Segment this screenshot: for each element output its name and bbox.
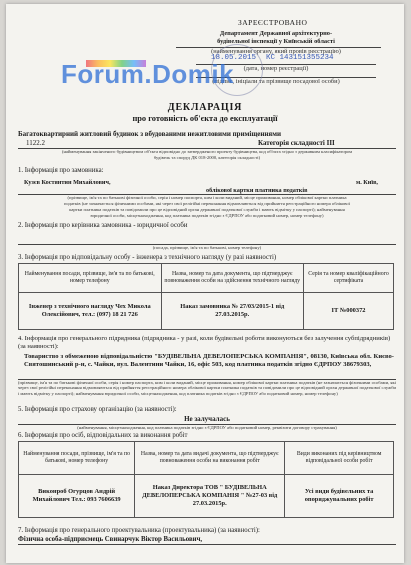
insurance-value: Не залучалась	[184, 415, 230, 423]
section-6-header: 6. Інформація про осіб, відповідальних за виконання робіт	[18, 432, 188, 439]
customer-city: м. Київ,	[356, 179, 378, 186]
section-3-header: 3. Інформація про відповідальну особу - інженера з технічного нагляду (у разі наявності)	[18, 254, 277, 261]
table-cell: ІТ №000372	[304, 293, 394, 330]
stamp-department-line1: Департамент Державної архітектурно-	[219, 30, 333, 37]
customer-taxcard: облікової картки платника податків	[206, 187, 308, 194]
stamp-reg-number: КС 143151355234	[266, 54, 334, 62]
customer-name: Кузєв Костянтин Михайлович,	[24, 179, 111, 186]
contractor-info: Товариство з обмеженою відповідальністю "БУДІВЕЛЬНА ДЕВЕЛОПЕРСЬКА КОМПАНІЯ", 08130, Київська обл. Києво-Святошинський р-н, с. Чайки, вул. Валентини Чайки, 16, офіс 503, код платника податків згідно ЄДРПОУ 38679303,	[24, 353, 394, 368]
forum-watermark: Forum.Domik	[61, 59, 235, 89]
section-1-header: 1. Інформація про замовника:	[18, 167, 104, 174]
object-caption-2: будівель та споруд ДК 018-2000, категорія складності)	[153, 155, 261, 160]
registered-label: ЗАРЕЄСТРОВАНО	[238, 18, 308, 27]
customer-caption-4: юридичної особи, місцезнаходження, код платника податків згідно з ЄДРПОУ або податковий номер, номер телефону)	[90, 213, 324, 218]
section-5-caption: (найменування, місцезнаходження, код платника податків згідно з ЄДРПОУ або податковий номер, реквізити договору страхування)	[77, 425, 337, 430]
object-code: 1122.2	[26, 139, 45, 147]
stamp-reg-caption: (дата, номер реєстрації)	[243, 65, 309, 72]
table-row	[19, 475, 394, 518]
table-cell: Наказ Директора ТОВ " БУДІВЕЛЬНА ДЕВЕЛОПЕРСЬКА КОМПАНІЯ " №27-03 від 27.03.2015р.	[135, 475, 285, 518]
responsible-persons-table	[18, 441, 394, 518]
table-cell: Наказ замовника № 27/03/2015-1 від 27.03.2015р.	[161, 293, 304, 330]
designer-info: Фізична особа-підприємець Свинарчук Віктор Васильович,	[18, 536, 203, 543]
customer-caption-2: податків (не зазначається фізичними особами, які через свої релігійні переконання відмовляються від прийняття реєстраційного номера облікової	[64, 201, 350, 206]
section-4-caption: (прізвище, ім'я та по батькові фізичної особи, серія і номер паспорта, ким і коли виданий, місце проживання, номер облікової картки платника податків (не зазначається фізичними особами, які через свої релігійні переконання відмовляються від прийняття реєстраційного номера облікової картки платника податків та повідомили про це відповідний орган державної податкової служби і мають відмітку у паспорті); найменування юридичної особи, місцезнаходження, код платника податків згідно з ЄДРПОУ або податковий номер, номер телефону)	[18, 380, 396, 396]
declaration-subtitle: про готовність об'єкта до експлуатації	[132, 114, 278, 123]
table-header-cell: Найменування посади, прізвище, ім'я та по батькові, номер телефону	[19, 442, 135, 475]
section-7-underline	[18, 544, 396, 545]
customer-caption-1: (прізвище, ім'я та по батькові фізичної особи, серія і номер паспорта, ким і коли виданий, місце проживання, номер облікової картки платника	[67, 195, 347, 200]
section-2-header: 2. Інформація про керівника замовника - юридичної особи	[18, 222, 188, 229]
object-caption-1: (найменування закінченого будівництвом об'єкта відповідно до затвердженого проекту будівництва, код об'єкта згідно з державним класифікатором	[61, 149, 353, 154]
section-4-header: 4. Інформація про генерального підрядника (підрядника - у разі, коли будівельні роботи виконуються без залучення субпідрядників) (за наявності):	[18, 335, 391, 350]
table-cell: Усі види будівельних та опоряджувальних робіт	[285, 475, 394, 518]
declaration-page	[6, 4, 404, 563]
table-header-cell: Назва, номер та дата видачі документа, що підтверджує повноваження особи на виконання робіт	[135, 442, 285, 475]
table-header-cell: Назва, номер та дата документа, що підтверджує повноваження особи на здійснення технічного нагляду	[161, 264, 304, 293]
table-header-cell: Найменування посади, прізвище, ім'я та по батькові, номер телефону	[19, 264, 162, 293]
stamp-department-line2: будівельної інспекції у Київській області	[217, 38, 335, 45]
customer-caption-3: картки платника податків та повідомили про це відповідний орган державної податкової служби і мають відмітку у паспорті); найменування	[69, 207, 345, 212]
table-header-row	[19, 264, 394, 293]
declaration-title: ДЕКЛАРАЦІЯ	[167, 102, 243, 113]
stamp-reg-date: 18.05.2015	[211, 54, 257, 62]
table-header-cell: Серія та номер кваліфікаційного сертифіката	[304, 264, 394, 293]
section-7-header: 7. Інформація про генерального проектувальника (проектувальника) (за наявності):	[18, 527, 260, 534]
object-name: Багатоквартирний житловий будинок з вбудованими нежитловими приміщеннями	[18, 130, 281, 138]
stamp-signature-caption: (підпис, ініціали та прізвище посадової особи)	[212, 78, 340, 85]
object-complexity: Категорія складності III	[258, 139, 335, 147]
section-5-header: 5. Інформація про страхову організацію (за наявності):	[18, 406, 177, 413]
table-cell: Інженер з технічного нагляду Чех Микола Олексійович, тел.: (097) 18 21 726	[19, 293, 162, 330]
stamp-department-caption: (найменування органу, який провів реєстрацію)	[211, 48, 341, 55]
table-header-row	[19, 442, 394, 475]
table-row	[19, 293, 394, 330]
table-header-cell: Види виконаних під керівництвом відповідальної особи робіт	[285, 442, 394, 475]
section-2-caption: (посада, прізвище, ім'я та по батькові, номер телефону)	[152, 245, 262, 250]
technical-supervision-table	[18, 263, 394, 330]
table-cell: Виконроб Огурцов Андрій Михайлович Тел.: 093 7606639	[19, 475, 135, 518]
